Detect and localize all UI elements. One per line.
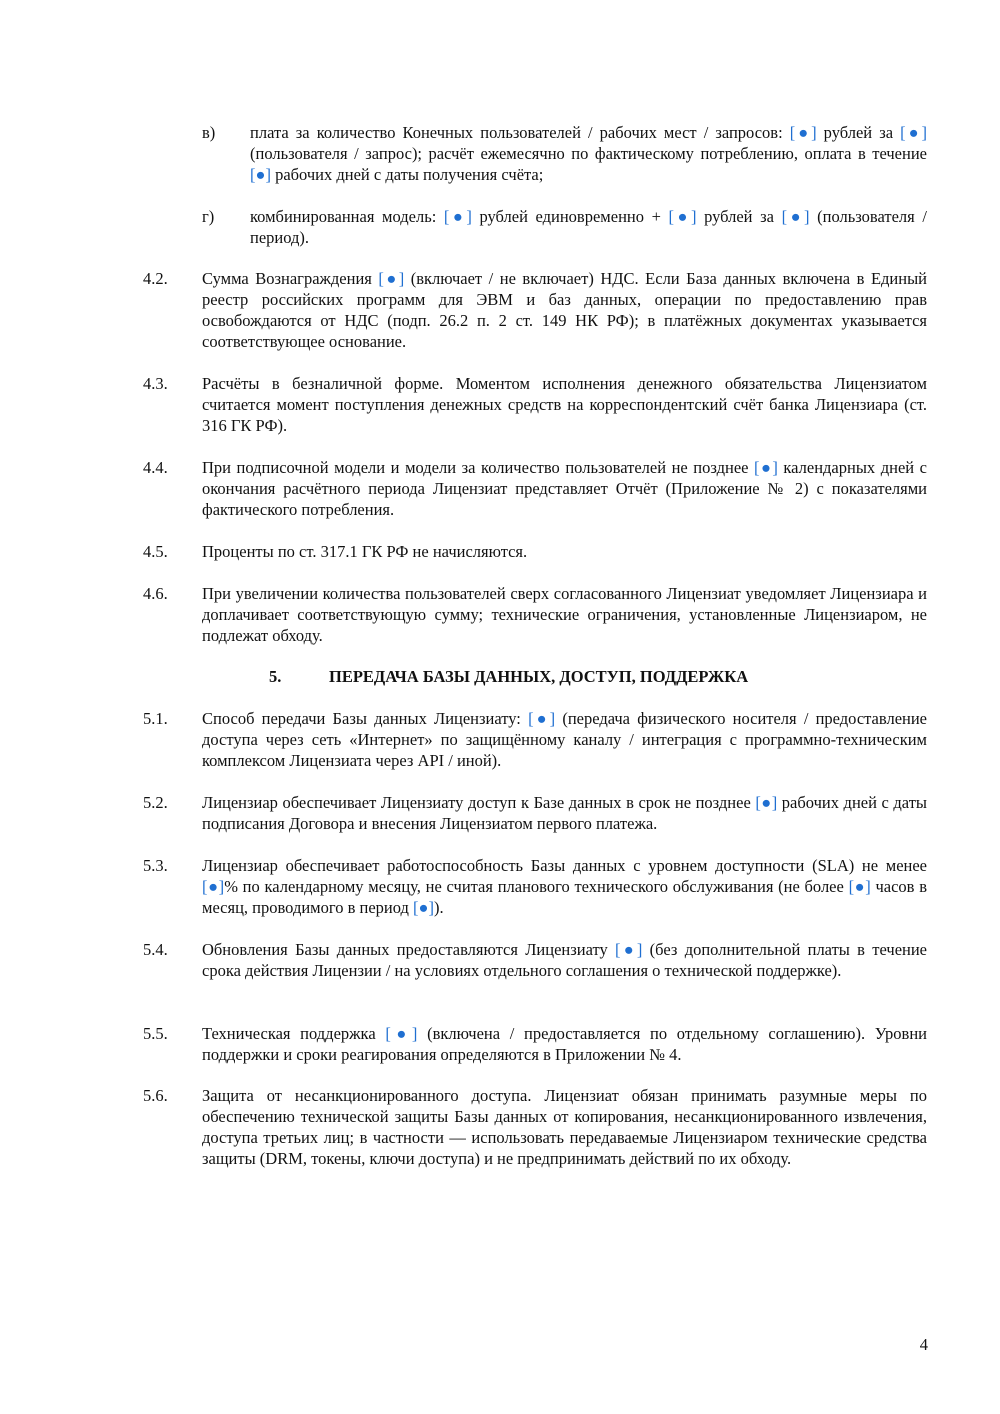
clause-number: 4.2.: [143, 269, 168, 288]
clause-5-1: [143, 708, 927, 771]
text-segment: (пользователя / запрос); расчёт ежемесячно по фактическому потреблению, оплата в течение: [250, 144, 927, 163]
placeholder-marker: [●]: [378, 269, 405, 288]
clause-4-2: [143, 268, 927, 352]
placeholder-marker: [●]: [754, 458, 778, 477]
clause-number: 5.4.: [143, 940, 168, 959]
text-segment: рублей единовременно +: [471, 207, 669, 226]
clause-number: 5.5.: [143, 1024, 168, 1043]
text-segment: календарных дней с окончания расчётного периода Лицензиат представляет Отчёт (Приложение № 2) с показателями фактического потребления.: [202, 458, 927, 519]
text-segment: плата за количество Конечных пользователей / рабочих мест / запросов:: [250, 123, 790, 142]
text-segment: рабочих дней с даты подписания Договора и внесения Лицензиатом первого платежа.: [202, 793, 927, 833]
text-segment: рублей за: [816, 123, 901, 142]
clause-5-6: [143, 1085, 927, 1169]
text-segment: Способ передачи Базы данных Лицензиату:: [202, 709, 529, 728]
text-segment: рублей за: [696, 207, 782, 226]
sub-item-label: в): [202, 123, 216, 142]
text-segment: ).: [434, 898, 444, 917]
section-number: 5.: [269, 667, 282, 686]
clause-number: 5.1.: [143, 709, 168, 728]
clause-text: [202, 708, 927, 771]
clause-text: [202, 1085, 927, 1169]
text-segment: Обновления Базы данных предоставляются Лицензиату: [202, 940, 616, 959]
clause-text: [202, 939, 927, 981]
text-segment: (включена / предоставляется по отдельному соглашению). Уровни поддержки и сроки реагирования определяются в Приложении № 4.: [202, 1024, 927, 1064]
clause-5-5: [143, 1023, 927, 1065]
clause-number: 4.4.: [143, 458, 168, 477]
clause-number: 4.5.: [143, 542, 168, 561]
text-segment: (без дополнительной платы в течение срока действия Лицензии / на условиях отдельного соглашения о технической поддержке).: [202, 940, 927, 980]
clause-text: [202, 855, 927, 918]
placeholder-marker: [●]: [789, 123, 817, 142]
payment-option-g: [202, 206, 927, 248]
clause-number: 5.2.: [143, 793, 168, 812]
clause-number: 5.3.: [143, 856, 168, 875]
clause-4-6: [143, 583, 927, 646]
text-segment: При подписочной модели и модели за количество пользователей не позднее: [202, 458, 755, 477]
text-segment: Лицензиар обеспечивает работоспособность Базы данных с уровнем доступности (SLA) не менее: [202, 856, 927, 875]
clause-4-4: [143, 457, 927, 520]
payment-option-v: [202, 122, 927, 185]
placeholder-marker: [●]: [528, 709, 556, 728]
text-segment: Расчёты в безналичной форме. Моментом исполнения денежного обязательства Лицензиатом считается момент поступления денежных средств на корреспондентский счёт банка Лицензиара (ст. 316 ГК РФ).: [202, 374, 927, 435]
text-segment: часов в месяц, проводимого в период: [202, 877, 927, 917]
clause-text: [202, 792, 927, 834]
text-segment: Защита от несанкционированного доступа. Лицензиат обязан принимать разумные меры по обеспечению технической защиты Базы данных от копирования, несанкционированного извлечения, доступа третьих лиц; в частности — использовать передаваемые Лицензиаром технические средства защиты (DRM, токены, ключи доступа) и не предпринимать действий по их обходу.: [202, 1086, 927, 1168]
text-segment: Сумма Вознаграждения: [202, 269, 379, 288]
text-segment: % по календарному месяцу, не считая планового технического обслуживания (не более: [224, 877, 849, 896]
sub-item-text: [250, 206, 927, 248]
clause-4-5: [143, 541, 927, 562]
clause-number: 5.6.: [143, 1086, 168, 1105]
placeholder-marker: [●]: [443, 207, 472, 226]
clause-text: [202, 541, 927, 562]
section-title: ПЕРЕДАЧА БАЗЫ ДАННЫХ, ДОСТУП, ПОДДЕРЖКА: [329, 667, 749, 686]
clause-text: [202, 268, 927, 352]
placeholder-marker: [●]: [615, 940, 643, 959]
clause-number: 4.6.: [143, 584, 168, 603]
placeholder-marker: [●]: [413, 898, 435, 917]
text-segment: (пользователя / период).: [250, 207, 927, 247]
text-segment: Техническая поддержка: [202, 1024, 386, 1043]
placeholder-marker: [●]: [250, 165, 271, 184]
clause-text: [202, 583, 927, 646]
text-segment: При увеличении количества пользователей сверх согласованного Лицензиат уведомляет Лицензиара и доплачивает соответствующую сумму; технические ограничения, установленные Лицензиаром, не подлежат обходу.: [202, 584, 927, 645]
clause-text: [202, 457, 927, 520]
text-segment: (включает / не включает) НДС. Если База данных включена в Единый реестр российских программ для ЭВМ и баз данных, операции по предоставлению прав освобождаются от НДС (подп. 26.2 п. 2 ст. 149 НК РФ); в платёжных документах указывается соответствующее основание.: [202, 269, 927, 351]
placeholder-marker: [●]: [781, 207, 810, 226]
placeholder-marker: [●]: [848, 877, 871, 896]
text-segment: (передача физического носителя / предоставление доступа через сеть «Интернет» по защищённому каналу / интеграция с программно-техническим комплексом Лицензиата через API / иной).: [202, 709, 927, 770]
placeholder-marker: [●]: [755, 793, 778, 812]
clause-5-4: [143, 939, 927, 981]
placeholder-marker: [●]: [900, 123, 927, 142]
clause-text: [202, 1023, 927, 1065]
placeholder-marker: [●]: [668, 207, 697, 226]
text-segment: комбинированная модель:: [250, 207, 444, 226]
clause-text: [202, 373, 927, 436]
clause-4-3: [143, 373, 927, 436]
text-segment: Лицензиар обеспечивает Лицензиату доступ к Базе данных в срок не позднее: [202, 793, 756, 812]
clause-5-3: [143, 855, 927, 918]
page-number: 4: [919, 1335, 928, 1354]
clause-5-2: [143, 792, 927, 834]
sub-item-label: г): [202, 207, 215, 226]
placeholder-marker: [●]: [385, 1024, 418, 1043]
placeholder-marker: [●]: [202, 877, 225, 896]
text-segment: Проценты по ст. 317.1 ГК РФ не начисляются.: [202, 542, 528, 561]
text-segment: рабочих дней с даты получения счёта;: [270, 165, 544, 184]
sub-item-text: [250, 122, 927, 185]
clause-number: 4.3.: [143, 374, 168, 393]
